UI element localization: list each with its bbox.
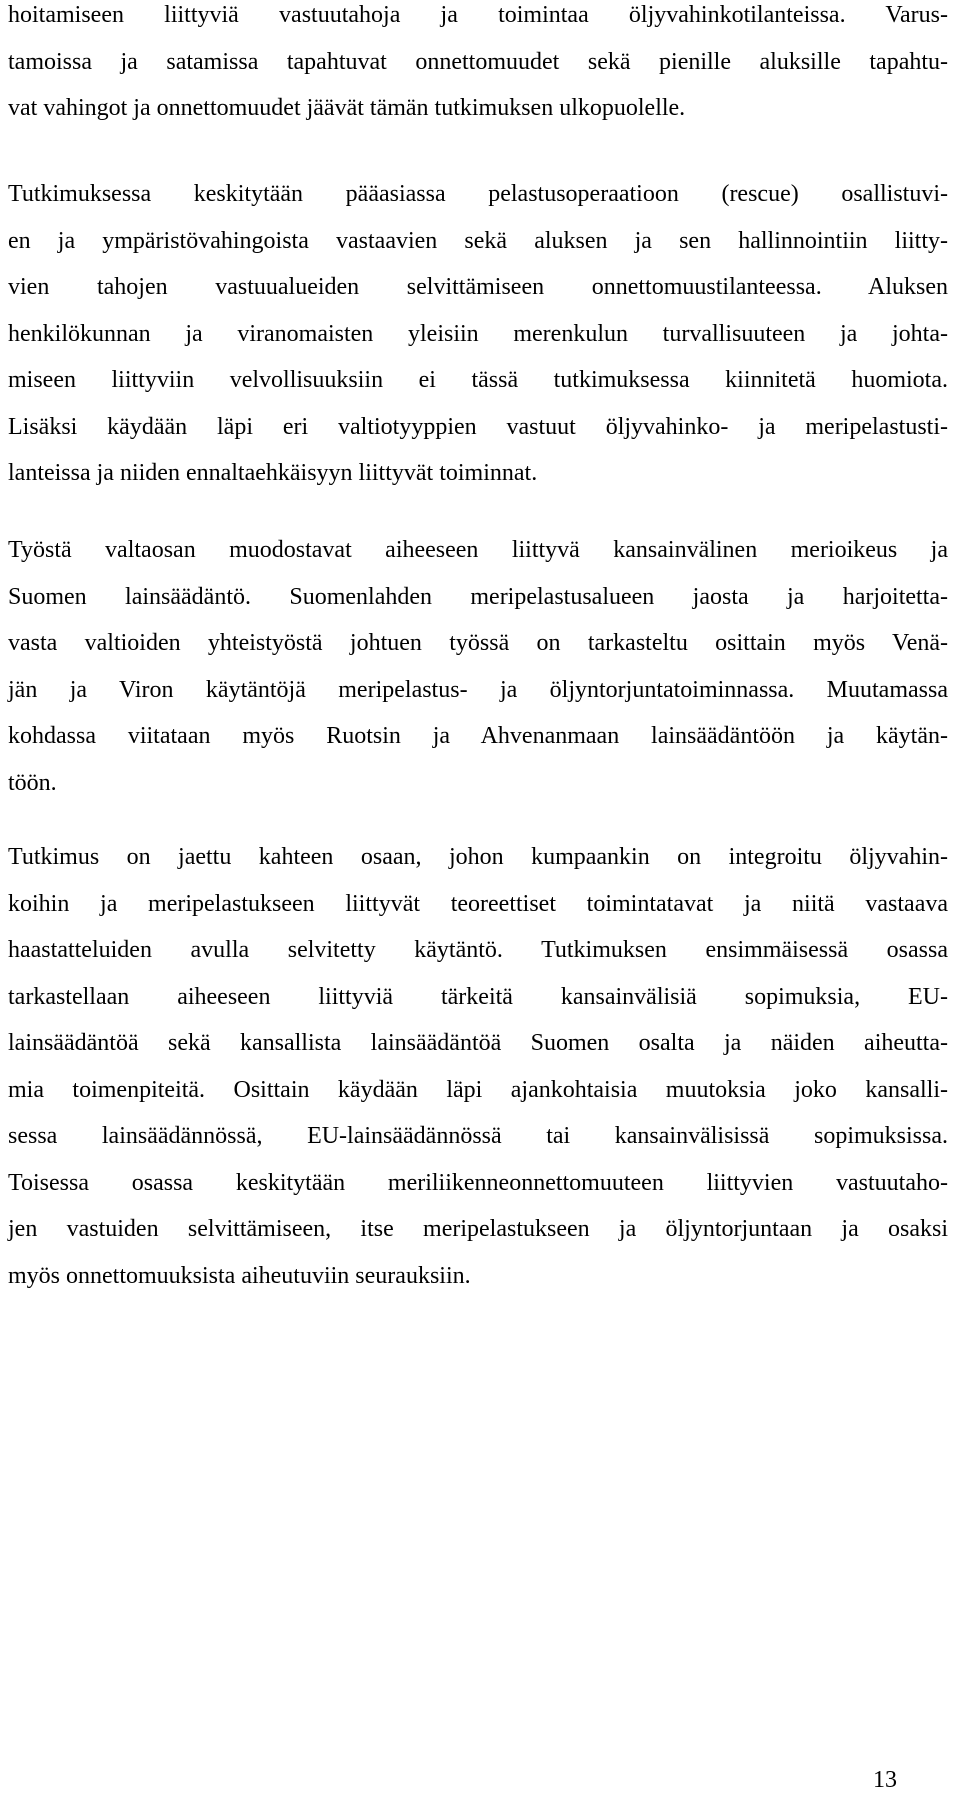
page-number: 13 — [873, 1767, 897, 1793]
paragraph-line: vat vahingot ja onnettomuudet jäävät tämän tutkimuksen ulkopuolelle. — [8, 95, 686, 121]
paragraph-line: Lisäksi käydään läpi eri valtiotyyppien vastuut öljyvahinko- ja meripelastusti- — [8, 413, 948, 440]
paragraph-line: töön. — [8, 769, 57, 796]
paragraph-line: kohdassa viitataan myös Ruotsin ja Ahvenanmaan lainsäädäntöön ja käytän- — [8, 723, 948, 749]
paragraph-line: tarkastellaan aiheeseen liittyviä tärkeitä kansainvälisiä sopimuksia, EU- — [8, 983, 948, 1010]
paragraph-line: hoitamiseen liittyviä vastuutahoja ja toimintaa öljyvahinkotilanteissa. Varus- — [8, 2, 948, 28]
paragraph-line: henkilökunnan ja viranomaisten yleisiin merenkulun turvallisuuteen ja johta- — [8, 320, 948, 347]
paragraph-line: mia toimenpiteitä. Osittain käydään läpi ajankohtaisia muutoksia joko kansalli- — [8, 1076, 948, 1103]
paragraph-line: koihin ja meripelastukseen liittyvät teoreettiset toimintatavat ja niitä vastaava — [8, 890, 948, 917]
paragraph-line: vasta valtioiden yhteistyöstä johtuen työssä on tarkasteltu osittain myös Venä- — [8, 630, 948, 656]
paragraph-line: en ja ympäristövahingoista vastaavien sekä aluksen ja sen hallinnointiin liitty- — [8, 227, 948, 254]
paragraph-line: tamoissa ja satamissa tapahtuvat onnettomuudet sekä pienille aluksille tapahtu- — [8, 48, 948, 75]
paragraph-line: Tutkimus on jaettu kahteen osaan, johon kumpaankin on integroitu öljyvahin- — [8, 844, 948, 870]
paragraph-line: lanteissa ja niiden ennaltaehkäisyyn liittyvät toiminnat. — [8, 460, 538, 486]
paragraph-line: Tutkimuksessa keskitytään pääasiassa pelastusoperaatioon (rescue) osallistuvi- — [8, 181, 948, 207]
paragraph-line: lainsäädäntöä sekä kansallista lainsäädäntöä Suomen osalta ja näiden aiheutta- — [8, 1030, 948, 1056]
paragraph-4 — [8, 834, 948, 1299]
paragraph-line: Toisessa osassa keskitytään meriliikenneonnettomuuteen liittyvien vastuutaho- — [8, 1169, 948, 1196]
paragraph-line: myös onnettomuuksista aiheutuviin seurauksiin. — [8, 1262, 471, 1289]
paragraph-line: jän ja Viron käytäntöjä meripelastus- ja öljyntorjuntatoiminnassa. Muutamassa — [8, 676, 948, 703]
paragraph-1 — [8, 0, 948, 132]
paragraph-line: sessa lainsäädännössä, EU-lainsäädännössä tai kansainvälisissä sopimuksissa. — [8, 1123, 948, 1149]
paragraph-3 — [8, 527, 948, 806]
paragraph-2 — [8, 171, 948, 497]
paragraph-line: jen vastuiden selvittämiseen, itse meripelastukseen ja öljyntorjuntaan ja osaksi — [8, 1216, 948, 1242]
paragraph-line: vien tahojen vastuualueiden selvittämiseen onnettomuustilanteessa. Aluksen — [8, 274, 948, 300]
paragraph-line: Suomen lainsäädäntö. Suomenlahden meripelastusalueen jaosta ja harjoitetta- — [8, 583, 948, 610]
paragraph-line: miseen liittyviin velvollisuuksiin ei tässä tutkimuksessa kiinnitetä huomiota. — [8, 367, 948, 393]
paragraph-line: haastatteluiden avulla selvitetty käytäntö. Tutkimuksen ensimmäisessä osassa — [8, 937, 948, 963]
paragraph-line: Työstä valtaosan muodostavat aiheeseen liittyvä kansainvälinen merioikeus ja — [8, 537, 948, 563]
